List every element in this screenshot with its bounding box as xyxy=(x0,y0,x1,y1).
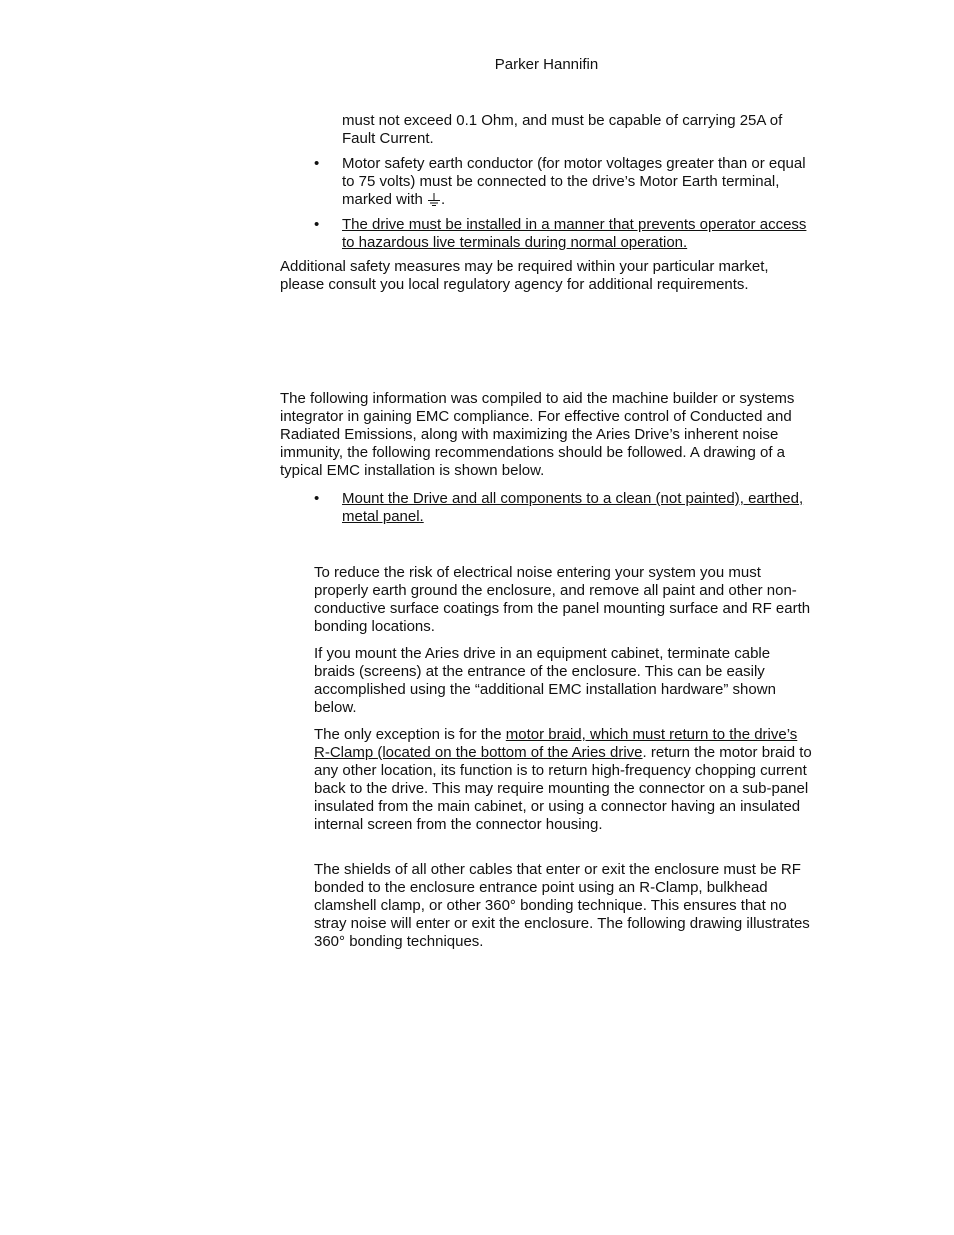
emc-paragraph-cabinet: If you mount the Aries drive in an equipment cabinet, terminate cable braids (screens) at the entrance of the enclosure. This can be easily accomplished using the “additional EMC installation hardware” shown below. xyxy=(314,645,776,716)
emc-paragraph-earth-ground: To reduce the risk of electrical noise entering your system you must properly earth ground the enclosure, and remove all paint and other non-conductive surface coatings from the panel mounting surface and RF earth bonding locations. xyxy=(314,564,811,635)
bullet-icon: • xyxy=(314,490,320,507)
bullet-icon: • xyxy=(314,216,320,233)
emc-intro-text: The following information was compiled to aid the machine builder or systems integrator in gaining EMC compliance. For effective control of Conducted and Radiated Emissions, along with maximizing the Aries Drive’s inherent noise immunity, the following recommendations should be followed. A drawing of a typical EMC installation is shown below. xyxy=(280,390,795,479)
emc-paragraph-motor-braid xyxy=(314,726,814,834)
emc-bullet-mount-panel xyxy=(314,490,814,526)
bullet-icon: • xyxy=(314,155,320,172)
earth-ground-icon xyxy=(427,192,441,206)
mount-panel-text: Mount the Drive and all components to a clean (not painted), earthed, metal panel. xyxy=(342,490,804,525)
additional-safety-text: Additional safety measures may be required within your particular market, please consult you local regulatory agency for additional requirements. xyxy=(280,258,769,293)
emc-paragraph-shields: The shields of all other cables that enter or exit the enclosure must be RF bonded to the enclosure entrance point using an R-Clamp, bulkhead clamshell clamp, or other 360° bonding technique. This ensures that no stray noise will enter or exit the enclosure. The following drawing illustrates 360° bonding techniques. xyxy=(314,861,810,950)
safety-bullet-text xyxy=(342,155,812,209)
motor-earth-text: Motor safety earth conductor (for motor voltages greater than or equal to 75 volts) must be connected to the drive’s Motor Earth terminal, marked with xyxy=(342,155,806,208)
safety-bullet-motor-earth xyxy=(314,155,814,209)
motor-braid-rest: . return the motor braid to any other location, its function is to return high-frequency chopping current back to the drive. This may require mounting the connector on a sub-panel insulated from the main cabinet, or using a connector having an insulated internal screen from the connector housing. xyxy=(314,744,812,833)
safety-bullet-hazardous-access xyxy=(314,216,814,252)
hazardous-access-text: The drive must be installed in a manner that prevents operator access to hazardous live terminals during normal operation. xyxy=(342,216,807,251)
motor-braid-intro: The only exception is for the xyxy=(314,726,506,743)
safety-continuation-text: must not exceed 0.1 Ohm, and must be capable of carrying 25A of Fault Current. xyxy=(342,112,783,147)
motor-braid-underlined: motor braid, which must return to the drive’s R-Clamp (located on the bottom of the Aries drive xyxy=(314,726,798,761)
page-header: Parker Hannifin xyxy=(494,56,599,73)
motor-earth-text-end: . xyxy=(441,191,446,208)
